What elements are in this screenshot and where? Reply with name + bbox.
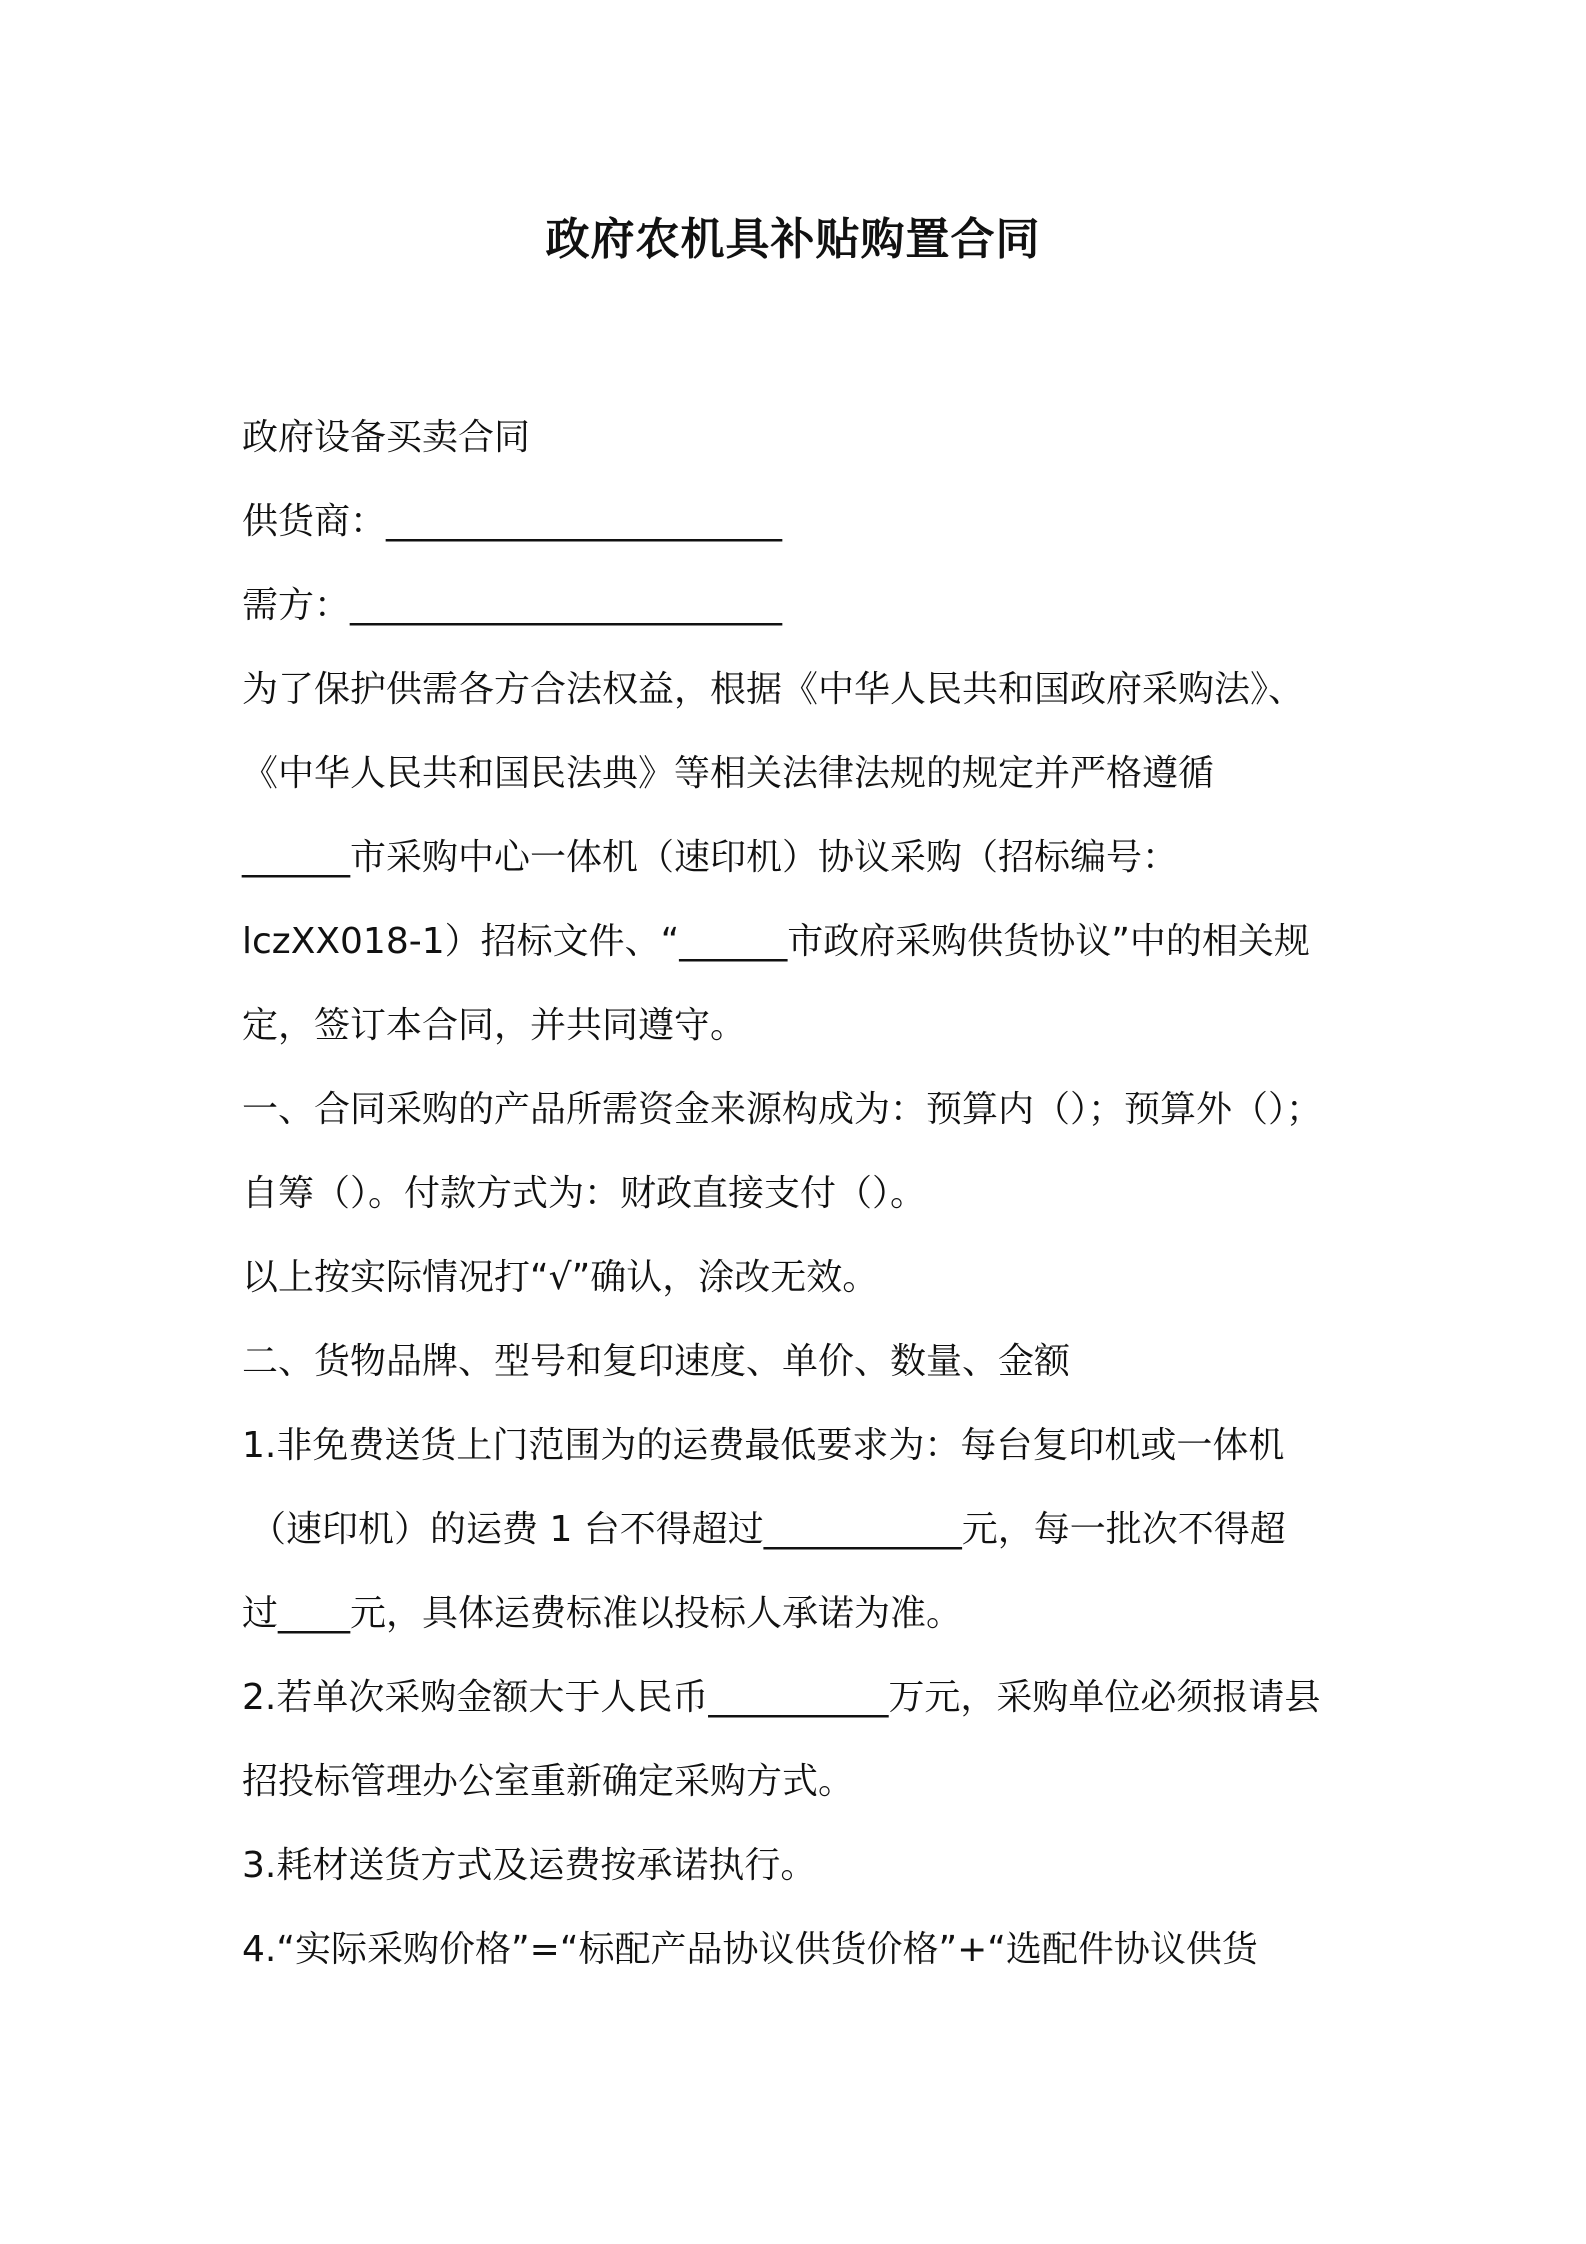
- clause-3: 3.耗材送货方式及运费按承诺执行。: [242, 1845, 817, 1886]
- clause-2-line-2: 招投标管理办公室重新确定采购方式。: [242, 1761, 855, 1802]
- contract-subtitle: 政府设备买卖合同: [242, 417, 531, 458]
- clause-1-line-3: 过____元，具体运费标准以投标人承诺为准。: [242, 1593, 963, 1634]
- clause-2-line-1: 2.若单次采购金额大于人民币__________万元，采购单位必须报请县: [242, 1677, 1321, 1718]
- section-1-note: 以上按实际情况打“√”确认，涂改无效。: [242, 1257, 879, 1298]
- preamble-line-5: 定，签订本合同，并共同遵守。: [242, 1005, 747, 1046]
- supplier-field: 供货商：______________________: [242, 501, 783, 542]
- clause-4-line-1: 4.“实际采购价格”=“标配产品协议供货价格”+“选配件协议供货: [242, 1929, 1258, 1970]
- preamble-line-1: 为了保护供需各方合法权益，根据《中华人民共和国政府采购法》、: [242, 669, 1305, 710]
- preamble-line-2: 《中华人民共和国民法典》等相关法律法规的规定并严格遵循: [242, 753, 1215, 794]
- document-title: 政府农机具补贴购置合同: [545, 214, 1041, 265]
- clause-1-line-2: （速印机）的运费 1 台不得超过___________元，每一批次不得超: [250, 1509, 1286, 1550]
- section-1-line-2: 自筹（）。付款方式为：财政直接支付（）。: [242, 1173, 927, 1214]
- section-1-line-1: 一、合同采购的产品所需资金来源构成为：预算内（）；预算外（）；: [242, 1089, 1323, 1130]
- clause-1-line-1: 1.非免费送货上门范围为的运费最低要求为：每台复印机或一体机: [242, 1425, 1285, 1466]
- preamble-line-3: ______市采购中心一体机（速印机）协议采购（招标编号：: [242, 837, 1179, 878]
- section-2-heading: 二、货物品牌、型号和复印速度、单价、数量、金额: [242, 1341, 1071, 1382]
- buyer-field: 需方：________________________: [242, 585, 783, 626]
- preamble-line-4: lczXX018-1）招标文件、“______市政府采购供货协议”中的相关规: [242, 921, 1310, 962]
